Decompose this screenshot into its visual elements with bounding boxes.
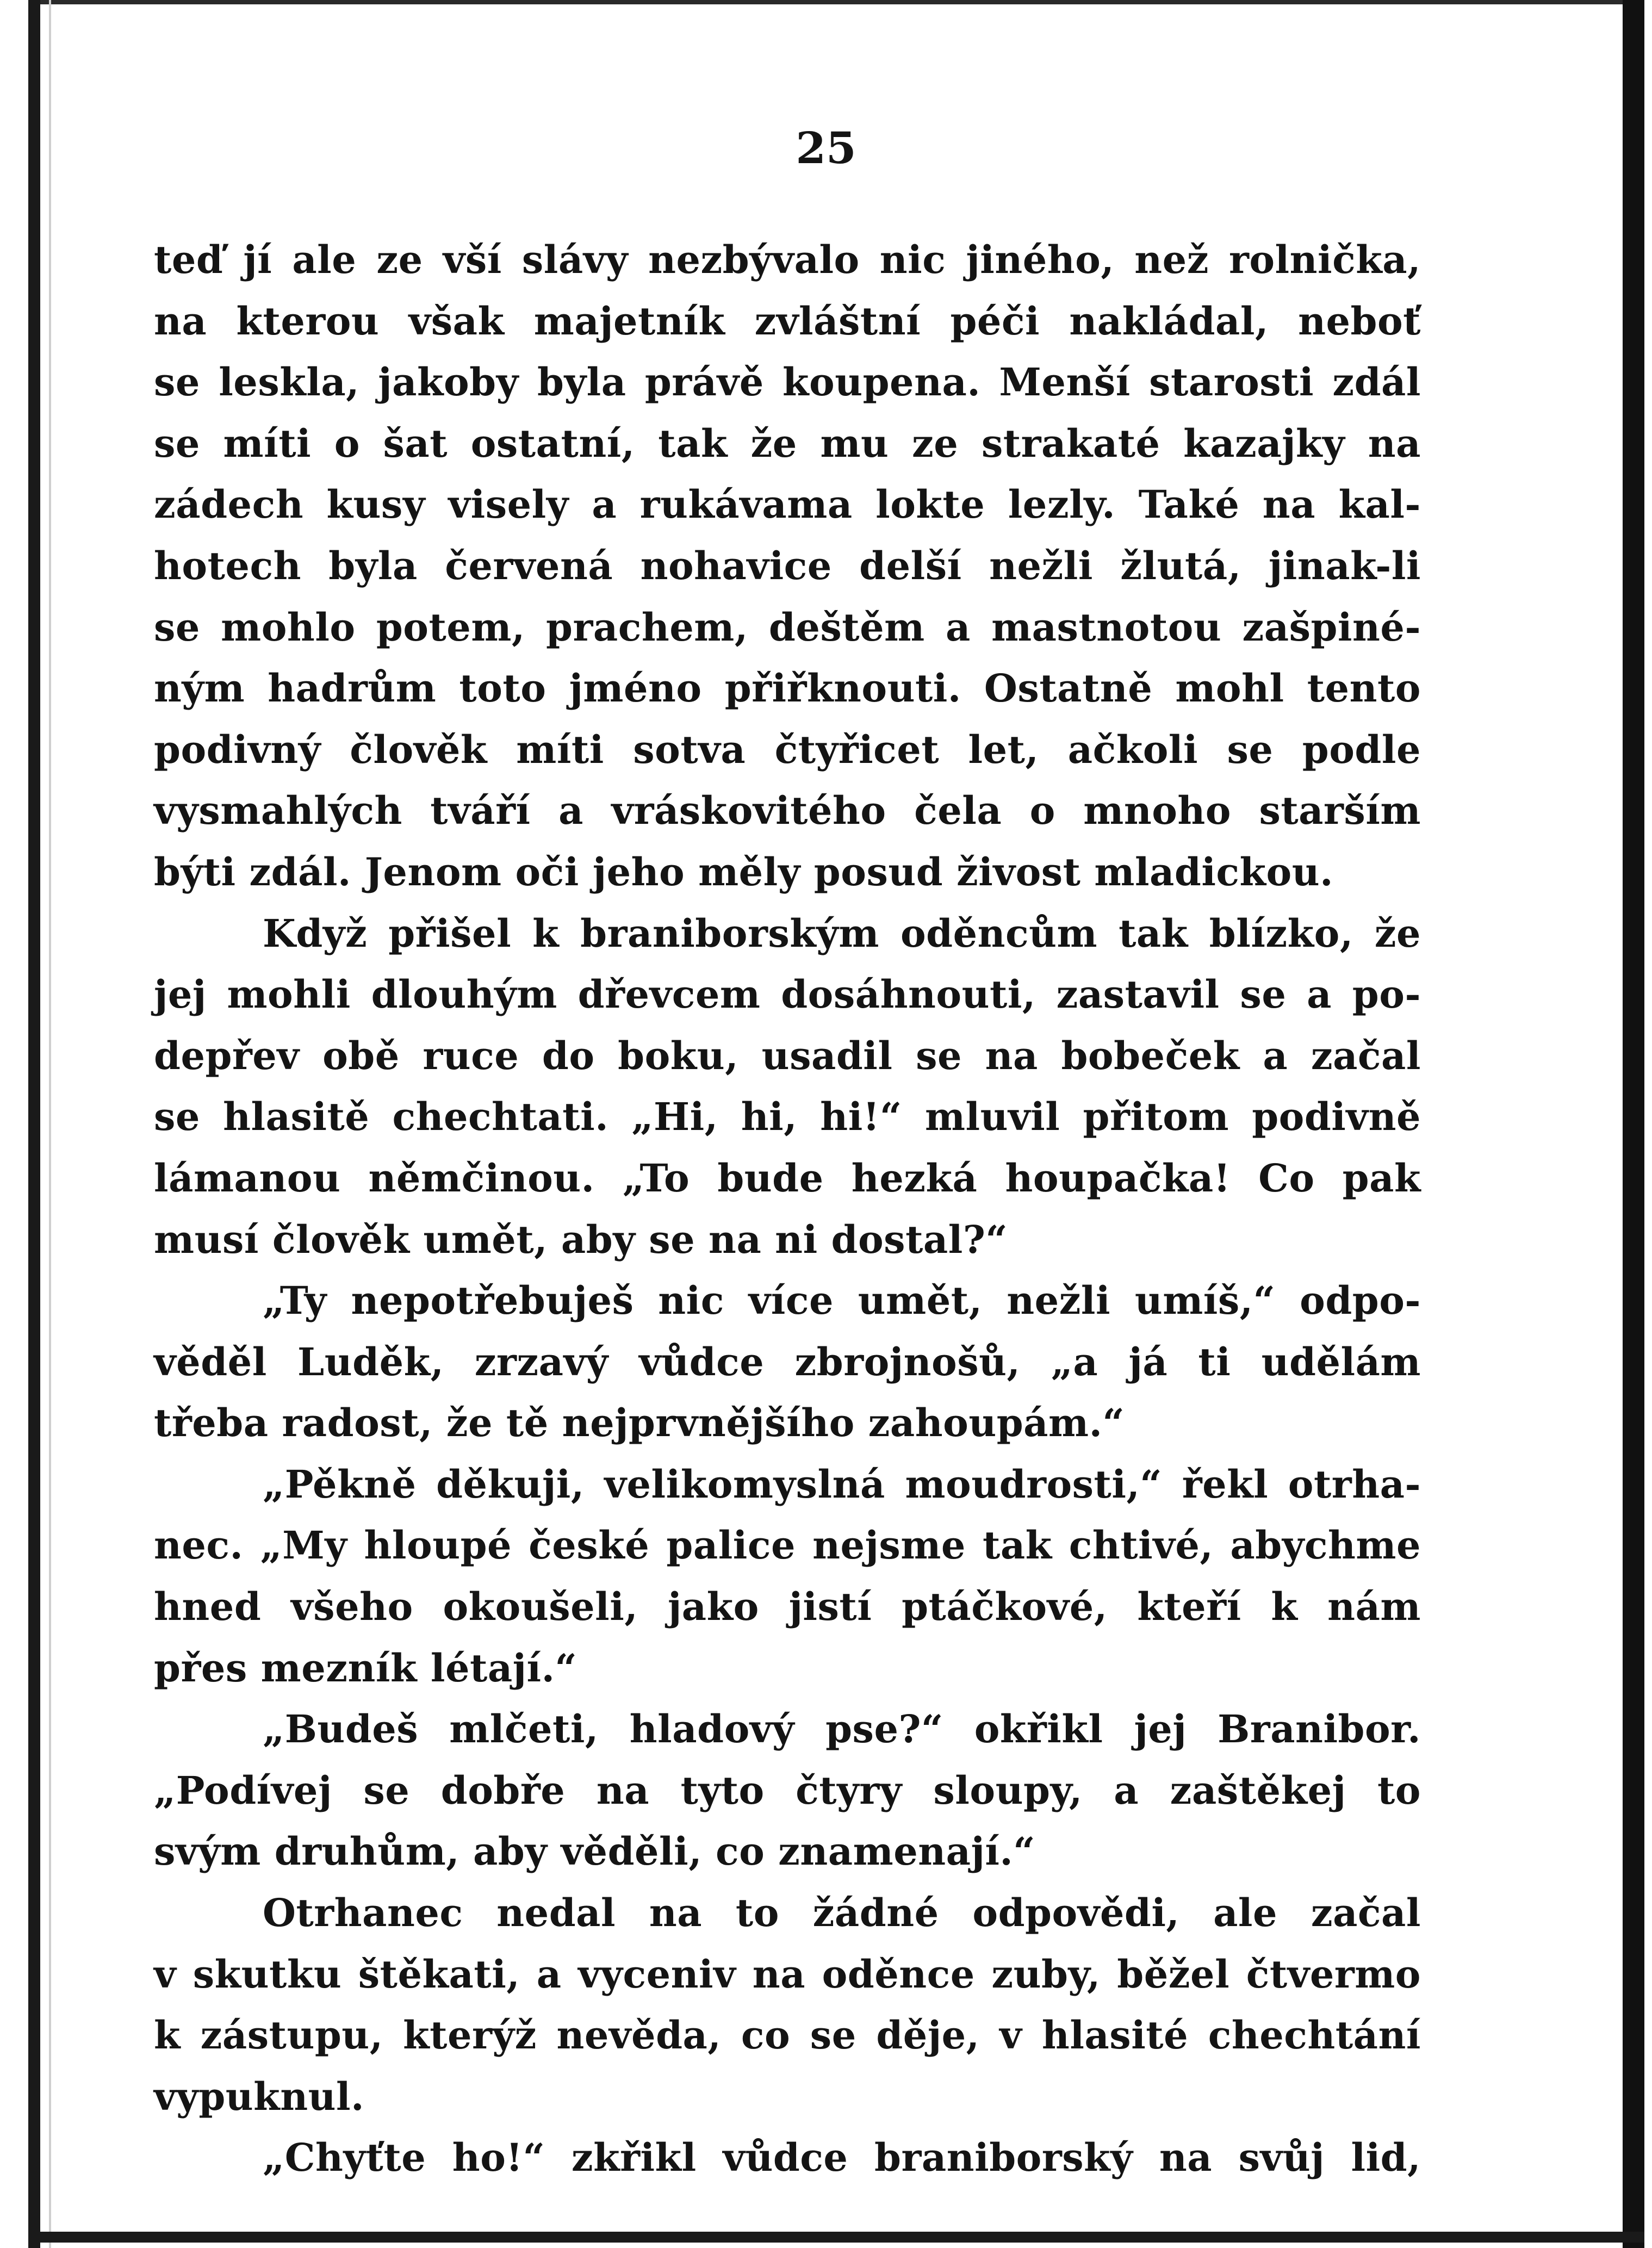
text-line: ným hadrům toto jméno přiřknouti. Ostatně mohl tento [154, 666, 1421, 711]
text-line: vypuknul. [154, 2073, 364, 2119]
text-line: hned všeho okoušeli, jako jistí ptáčkové, kteří k nám [154, 1584, 1421, 1630]
text-line: se hlasitě chechtati. „Hi, hi, hi!“ mluvil přitom podivně [154, 1094, 1421, 1140]
text-line: třeba radost, že tě nejprvnějšího zahoupám.“ [154, 1400, 1125, 1446]
text-line: se leskla, jakoby byla právě koupena. Menší starosti zdál [154, 359, 1421, 405]
text-line: zádech kusy visely a rukávama lokte lezly. Také na kal- [154, 482, 1421, 527]
text-line: „Ty nepotřebuješ nic více umět, nežli umíš,“ odpo- [263, 1278, 1421, 1324]
text-line: býti zdál. Jenom oči jeho měly posud živost mladickou. [154, 849, 1334, 895]
text-line: „Pěkně děkuji, velikomyslná moudrosti,“ řekl otrha- [263, 1461, 1421, 1507]
text-line: nec. „My hloupé české palice nejsme tak chtivé, abychme [154, 1523, 1421, 1568]
body-text [154, 229, 1421, 2189]
page-number: 25 [796, 122, 856, 173]
text-line: svým druhům, aby věděli, co znamenají.“ [154, 1829, 1036, 1874]
text-line: se mohlo potem, prachem, deštěm a mastnotou zašpiné- [154, 604, 1421, 650]
scan-border-top [28, 0, 1644, 4]
text-line: hotech byla červená nohavice delší nežli žlutá, jinak-li [154, 543, 1421, 588]
text-line: se míti o šat ostatní, tak že mu ze strakaté kazajky na [154, 420, 1421, 466]
scan-border-left-inner [49, 0, 51, 2248]
text-line: věděl Luděk, zrzavý vůdce zbrojnošů, „a já ti udělám [154, 1339, 1421, 1384]
text-line: jej mohli dlouhým dřevcem dosáhnouti, zastavil se a po- [154, 972, 1421, 1017]
text-line: depřev obě ruce do boku, usadil se na bobeček a začal [154, 1033, 1421, 1078]
text-line: teď jí ale ze vší slávy nezbývalo nic jiného, než rolnička, [154, 237, 1421, 282]
text-line: Otrhanec nedal na to žádné odpovědi, ale začal [263, 1890, 1421, 1936]
text-line: „Budeš mlčeti, hladový pse?“ okřikl jej Branibor. [263, 1706, 1421, 1752]
scan-border-right [1623, 0, 1644, 2248]
text-line: přes mezník létají.“ [154, 1645, 577, 1691]
scan-border-bottom [28, 2232, 1644, 2243]
text-line: „Podívej se dobře na tyto čtyry sloupy, a zaštěkej to [154, 1767, 1421, 1813]
text-line: vysmahlých tváří a vráskovitého čela o mnoho starším [154, 788, 1421, 834]
text-line: na kterou však majetník zvláštní péči nakládal, neboť [154, 298, 1421, 344]
text-line: Když přišel k braniborským oděncům tak blízko, že [263, 910, 1421, 956]
scan-border-left [28, 0, 40, 2248]
text-line: lámanou němčinou. „To bude hezká houpačka! Co pak [154, 1155, 1421, 1201]
text-line: v skutku štěkati, a vyceniv na oděnce zuby, běžel čtvermo [154, 1951, 1421, 1997]
text-line: musí člověk umět, aby se na ni dostal?“ [154, 1216, 1008, 1262]
text-line: podivný člověk míti sotva čtyřicet let, ačkoli se podle [154, 726, 1421, 772]
text-line: „Chyťte ho!“ zkřikl vůdce braniborský na svůj lid, [263, 2135, 1421, 2181]
text-line: k zástupu, kterýž nevěda, co se děje, v hlasité chechtání [154, 2013, 1421, 2058]
